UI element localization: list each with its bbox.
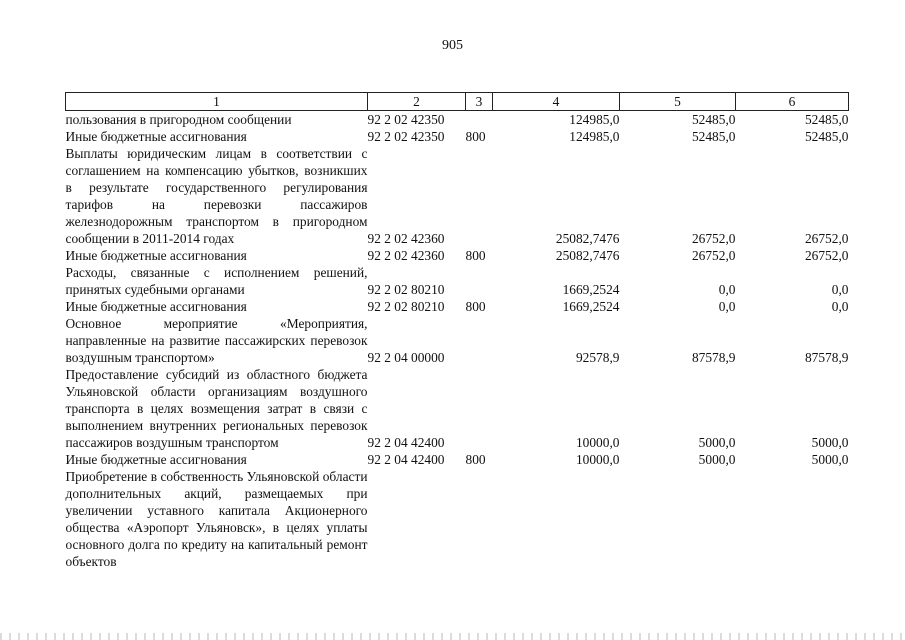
row-value-col6: 52485,0 bbox=[804, 112, 849, 127]
header-col-1: 1 bbox=[66, 93, 368, 111]
table-row bbox=[66, 315, 849, 366]
row-value-col5: 52485,0 bbox=[691, 129, 736, 144]
row-value-col6: 0,0 bbox=[831, 282, 849, 297]
row-value-col4: 124985,0 bbox=[569, 112, 620, 127]
row-description: Основное мероприятие «Мероприятия, направленные на развитие пассажирских перевозок воздушным транспортом» bbox=[65, 316, 368, 365]
row-value-col4: 25082,7476 bbox=[555, 231, 620, 246]
row-value-col4: 124985,0 bbox=[569, 129, 620, 144]
header-col-3: 3 bbox=[466, 93, 493, 111]
row-value-col6: 0,0 bbox=[831, 299, 849, 314]
row-target-code: 92 2 02 80210 bbox=[367, 299, 445, 314]
row-value-col6: 87578,9 bbox=[804, 350, 849, 365]
row-target-code: 92 2 02 42350 bbox=[367, 129, 445, 144]
row-value-col5: 5000,0 bbox=[698, 435, 736, 450]
row-value-col4: 92578,9 bbox=[575, 350, 620, 365]
page-number: 905 bbox=[442, 38, 463, 53]
row-expense-type: 800 bbox=[465, 299, 486, 314]
row-description: Предоставление субсидий из областного бюджета Ульяновской области организациям воздушного транспорта в целях возмещения затрат в связи с выполнением внутренних региональных перевозок пассажиров воздушным транспортом bbox=[65, 367, 368, 450]
row-expense-type bbox=[466, 315, 493, 366]
row-target-code bbox=[368, 468, 466, 570]
row-description: Выплаты юридическим лицам в соответствии с соглашением на компенсацию убытков, возникших в результате государственного регулирования тарифов на перевозки пассажиров железнодорожным транспортом в пригородном сообщении в 2011-2014 годах bbox=[65, 146, 368, 246]
row-description: Иные бюджетные ассигнования bbox=[65, 299, 247, 314]
row-expense-type bbox=[466, 145, 493, 247]
row-value-col4: 1669,2524 bbox=[562, 282, 620, 297]
row-value-col5: 5000,0 bbox=[698, 452, 736, 467]
row-value-col4: 10000,0 bbox=[575, 435, 620, 450]
row-target-code: 92 2 02 42350 bbox=[367, 112, 445, 127]
row-value-col6 bbox=[736, 468, 849, 570]
row-value-col5: 87578,9 bbox=[691, 350, 736, 365]
table-row bbox=[66, 366, 849, 451]
row-value-col5: 0,0 bbox=[718, 299, 736, 314]
row-value-col4: 1669,2524 bbox=[562, 299, 620, 314]
budget-table bbox=[65, 92, 849, 570]
row-expense-type: 800 bbox=[465, 129, 486, 144]
row-value-col4: 10000,0 bbox=[575, 452, 620, 467]
row-value-col5: 0,0 bbox=[718, 282, 736, 297]
table-row bbox=[66, 111, 849, 129]
row-value-col5: 52485,0 bbox=[691, 112, 736, 127]
row-target-code: 92 2 02 80210 bbox=[367, 282, 445, 297]
table-row bbox=[66, 145, 849, 247]
table-header-row bbox=[66, 93, 849, 111]
row-value-col5: 26752,0 bbox=[691, 248, 736, 263]
row-expense-type bbox=[466, 111, 493, 129]
row-expense-type bbox=[466, 366, 493, 451]
row-value-col4: 25082,7476 bbox=[555, 248, 620, 263]
row-target-code: 92 2 02 42360 bbox=[367, 248, 445, 263]
header-col-2: 2 bbox=[368, 93, 466, 111]
scan-edge-artifact bbox=[0, 633, 905, 640]
row-target-code: 92 2 04 42400 bbox=[367, 435, 445, 450]
table-row bbox=[66, 451, 849, 468]
header-col-5: 5 bbox=[620, 93, 736, 111]
row-target-code: 92 2 02 42360 bbox=[367, 231, 445, 246]
row-expense-type: 800 bbox=[465, 452, 486, 467]
row-value-col6: 5000,0 bbox=[811, 435, 849, 450]
row-value-col5 bbox=[620, 468, 736, 570]
row-value-col6: 26752,0 bbox=[804, 231, 849, 246]
table-row bbox=[66, 468, 849, 570]
row-value-col6: 5000,0 bbox=[811, 452, 849, 467]
row-expense-type bbox=[466, 468, 493, 570]
table-row bbox=[66, 298, 849, 315]
row-value-col6: 26752,0 bbox=[804, 248, 849, 263]
row-target-code: 92 2 04 00000 bbox=[367, 350, 445, 365]
row-value-col5: 26752,0 bbox=[691, 231, 736, 246]
table-row bbox=[66, 264, 849, 298]
header-col-4: 4 bbox=[493, 93, 620, 111]
table-row bbox=[66, 128, 849, 145]
row-description: Расходы, связанные с исполнением решений, принятых судебными органами bbox=[65, 265, 368, 297]
row-expense-type: 800 bbox=[465, 248, 486, 263]
table-row bbox=[66, 247, 849, 264]
row-description: пользования в пригородном сообщении bbox=[65, 112, 292, 127]
row-description: Приобретение в собственность Ульяновской области дополнительных акций, размещаемых при увеличении уставного капитала Акционерного общества «Аэропорт Ульяновск», в целях уплаты основного долга по кредиту на капитальный ремонт объектов bbox=[65, 469, 368, 569]
header-col-6: 6 bbox=[736, 93, 849, 111]
row-value-col6: 52485,0 bbox=[804, 129, 849, 144]
row-description: Иные бюджетные ассигнования bbox=[65, 248, 247, 263]
row-description: Иные бюджетные ассигнования bbox=[65, 129, 247, 144]
row-description: Иные бюджетные ассигнования bbox=[65, 452, 247, 467]
row-expense-type bbox=[466, 264, 493, 298]
row-value-col4 bbox=[493, 468, 620, 570]
row-target-code: 92 2 04 42400 bbox=[367, 452, 445, 467]
